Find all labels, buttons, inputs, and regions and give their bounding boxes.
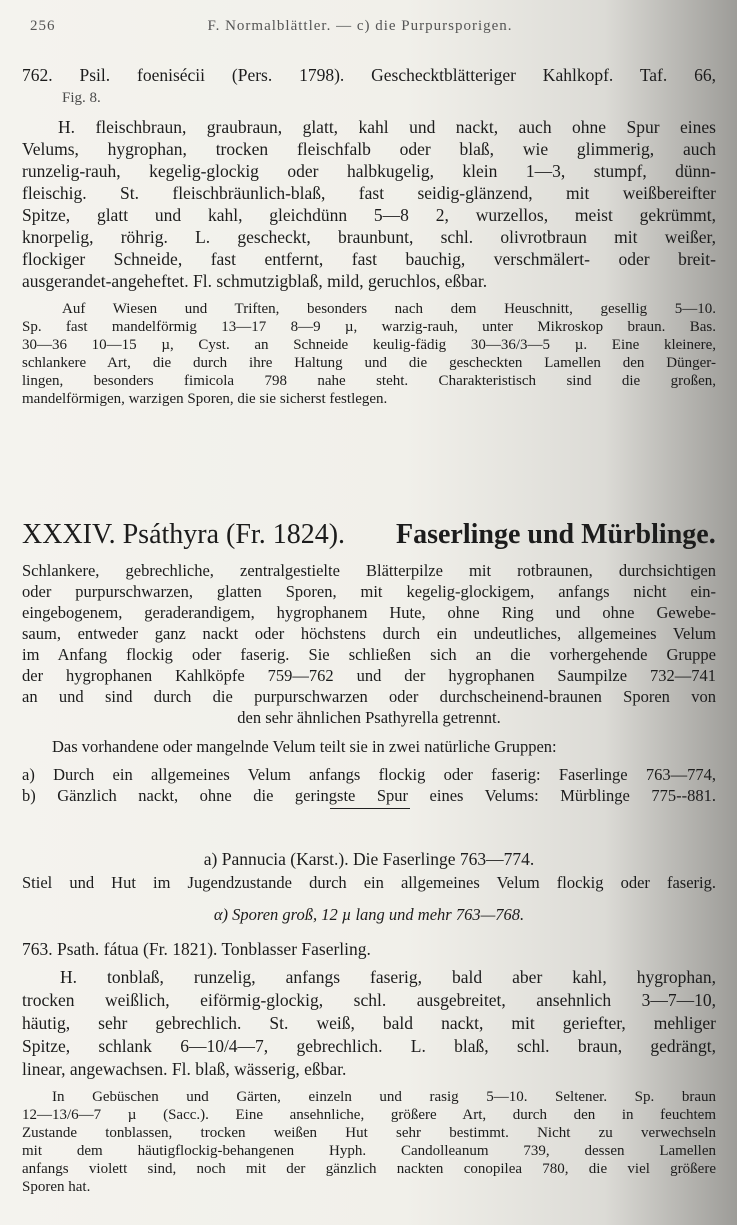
entry-762-body-line: H. fleischbraun, graubraun, glatt, kahl und nackt, auch ohne Spur eines [58,117,716,137]
entry-763-note-line: Zustande tonblassen, trocken weißen Hut sehr bestimmt. Nicht zu verwechseln [22,1125,716,1141]
section-intro-line: der hygrophanen Kahlköpfe 759—762 und der hygrophanen Saumpilze 732—741 [22,666,716,685]
entry-762-body-line: fleischig. St. fleischbräunlich-blaß, fast seidig-glänzend, mit weißbereifter [22,183,716,203]
section-intro-line: Schlankere, gebrechliche, zentralgestielte Blätterpilze mit rotbraunen, durchsichtigen [22,561,716,580]
page-number: 256 [30,18,56,34]
entry-762-note-line: lingen, besonders fimicola 798 nahe steht. Charakteristisch sind die großen, [22,373,716,389]
entry-762-body-line: knorpelig, röhrig. L. gescheckt, braunbunt, schl. olivrotbraun mit weißer, [22,227,716,247]
section-intro-line: saum, entweder ganz nackt oder höchstens durch ein undeutliches, allgemeines Velum [22,624,716,643]
groups-intro: Das vorhandene oder mangelnde Velum teilt sie in zwei natürliche Gruppen: [52,737,557,756]
entry-763-note-line: In Gebüschen und Gärten, einzeln und rasig 5—10. Seltener. Sp. braun [52,1089,716,1105]
entry-762-body-line: runzelig-rauh, kegelig-glockig oder halbkugelig, klein 1—3, stumpf, dünn- [22,161,716,181]
entry-763-body-line: häutig, sehr gebrechlich. St. weiß, bald nackt, mit geriefter, mehliger [22,1013,716,1033]
section-intro-line: an und sind durch die purpurschwarzen oder durchscheinend-braunen Sporen von [22,687,716,706]
entry-762-note-line: schlankere Art, die durch ihre Haltung und die gescheckten Lamellen den Dünger- [22,355,716,371]
entry-762-heading: 762. Psil. foenisécii (Pers. 1798). Geschecktblätteriger Kahlkopf. Taf. 66, [22,65,716,85]
group-b: b) Gänzlich nackt, ohne die geringste Spur eines Velums: Mürblinge 775--881. [22,786,716,805]
entry-762-figure: Fig. 8. [62,90,101,106]
entry-763-body-line: Spitze, schlank 6—10/4—7, gebrechlich. L. blaß, schl. braun, gedrängt, [22,1036,716,1056]
entry-762-body-line: Velums, hygrophan, trocken fleischfalb oder blaß, wie glimmerig, auch [22,139,716,159]
running-title: F. Normalblättler. — c) die Purpursporigen. [207,18,513,34]
subsection-desc: Stiel und Hut im Jugendzustande durch ein allgemeines Velum flockig oder faserig. [22,873,716,892]
entry-763-heading: 763. Psath. fátua (Fr. 1821). Tonblasser Faserling. [22,939,371,959]
entry-762-note-line: Sp. fast mandelförmig 13—17 8—9 µ, warzig-rauh, unter Mikroskop braun. Bas. [22,319,716,335]
entry-763-note-line: mit dem häutigflockig-behangenen Hyph. Candolleanum 739, dessen Lamellen [22,1143,716,1159]
entry-762-note-line: mandelförmigen, warzigen Sporen, die sie sicherst festlegen. [22,391,388,407]
section-title-common: Faserlinge und Mürblinge. [396,519,716,550]
section-intro-line: eingebogenem, geraderandigem, hygrophanem Hute, ohne Ring und ohne Gewebe- [22,603,716,622]
section-intro-line: im Anfang flockig oder faserig. Sie schließen sich an die vorhergehende Gruppe [22,645,716,664]
entry-763-note-line: Sporen hat. [22,1179,91,1195]
entry-763-body-line: trocken weißlich, eiförmig-glockig, schl. ausgebreitet, ansehnlich 3—7—10, [22,990,716,1010]
entry-762-note-line: 30—36 10—15 µ, Cyst. an Schneide keulig-fädig 30—36/3—5 µ. Eine kleinere, [22,337,716,353]
entry-763-note-line: anfangs violett sind, noch mit der gänzlich nackten conopilea 780, die viel größere [22,1161,716,1177]
entry-763-body-line: linear, angewachsen. Fl. blaß, wässerig, eßbar. [22,1059,347,1079]
divider-rule [330,808,410,809]
entry-762-body-line: ausgerandet-angeheftet. Fl. schmutzigblaß, mild, geruchlos, eßbar. [22,271,488,291]
section-intro-line: oder purpurschwarzen, glatten Sporen, mit kegelig-glockigem, anfangs nicht ein- [22,582,716,601]
group-a: a) Durch ein allgemeines Velum anfangs flockig oder faserig: Faserlinge 763—774, [22,765,716,784]
entry-762-body-line: Spitze, glatt und kahl, gleichdünn 5—8 2, wurzellos, meist gekrümmt, [22,205,716,225]
entry-763-body-line: H. tonblaß, runzelig, anfangs faserig, bald aber kahl, hygrophan, [60,967,716,987]
section-title-genus: XXXIV. Psáthyra (Fr. 1824). [22,519,346,550]
entry-762-body-line: flockiger Schneide, fast entfernt, fast bauchig, verschmälert- oder breit- [22,249,716,269]
subsection-sub: α) Sporen groß, 12 µ lang und mehr 763—768. [213,905,525,924]
section-intro-line: den sehr ähnlichen Psathyrella getrennt. [237,708,501,727]
entry-763-note-line: 12—13/6—7 µ (Sacc.). Eine ansehnliche, größere Art, durch den in feuchtem [22,1107,716,1123]
subsection-title: a) Pannucia (Karst.). Die Faserlinge 763—774. [203,849,535,869]
entry-762-note-line: Auf Wiesen und Triften, besonders nach dem Heuschnitt, gesellig 5—10. [62,301,716,317]
